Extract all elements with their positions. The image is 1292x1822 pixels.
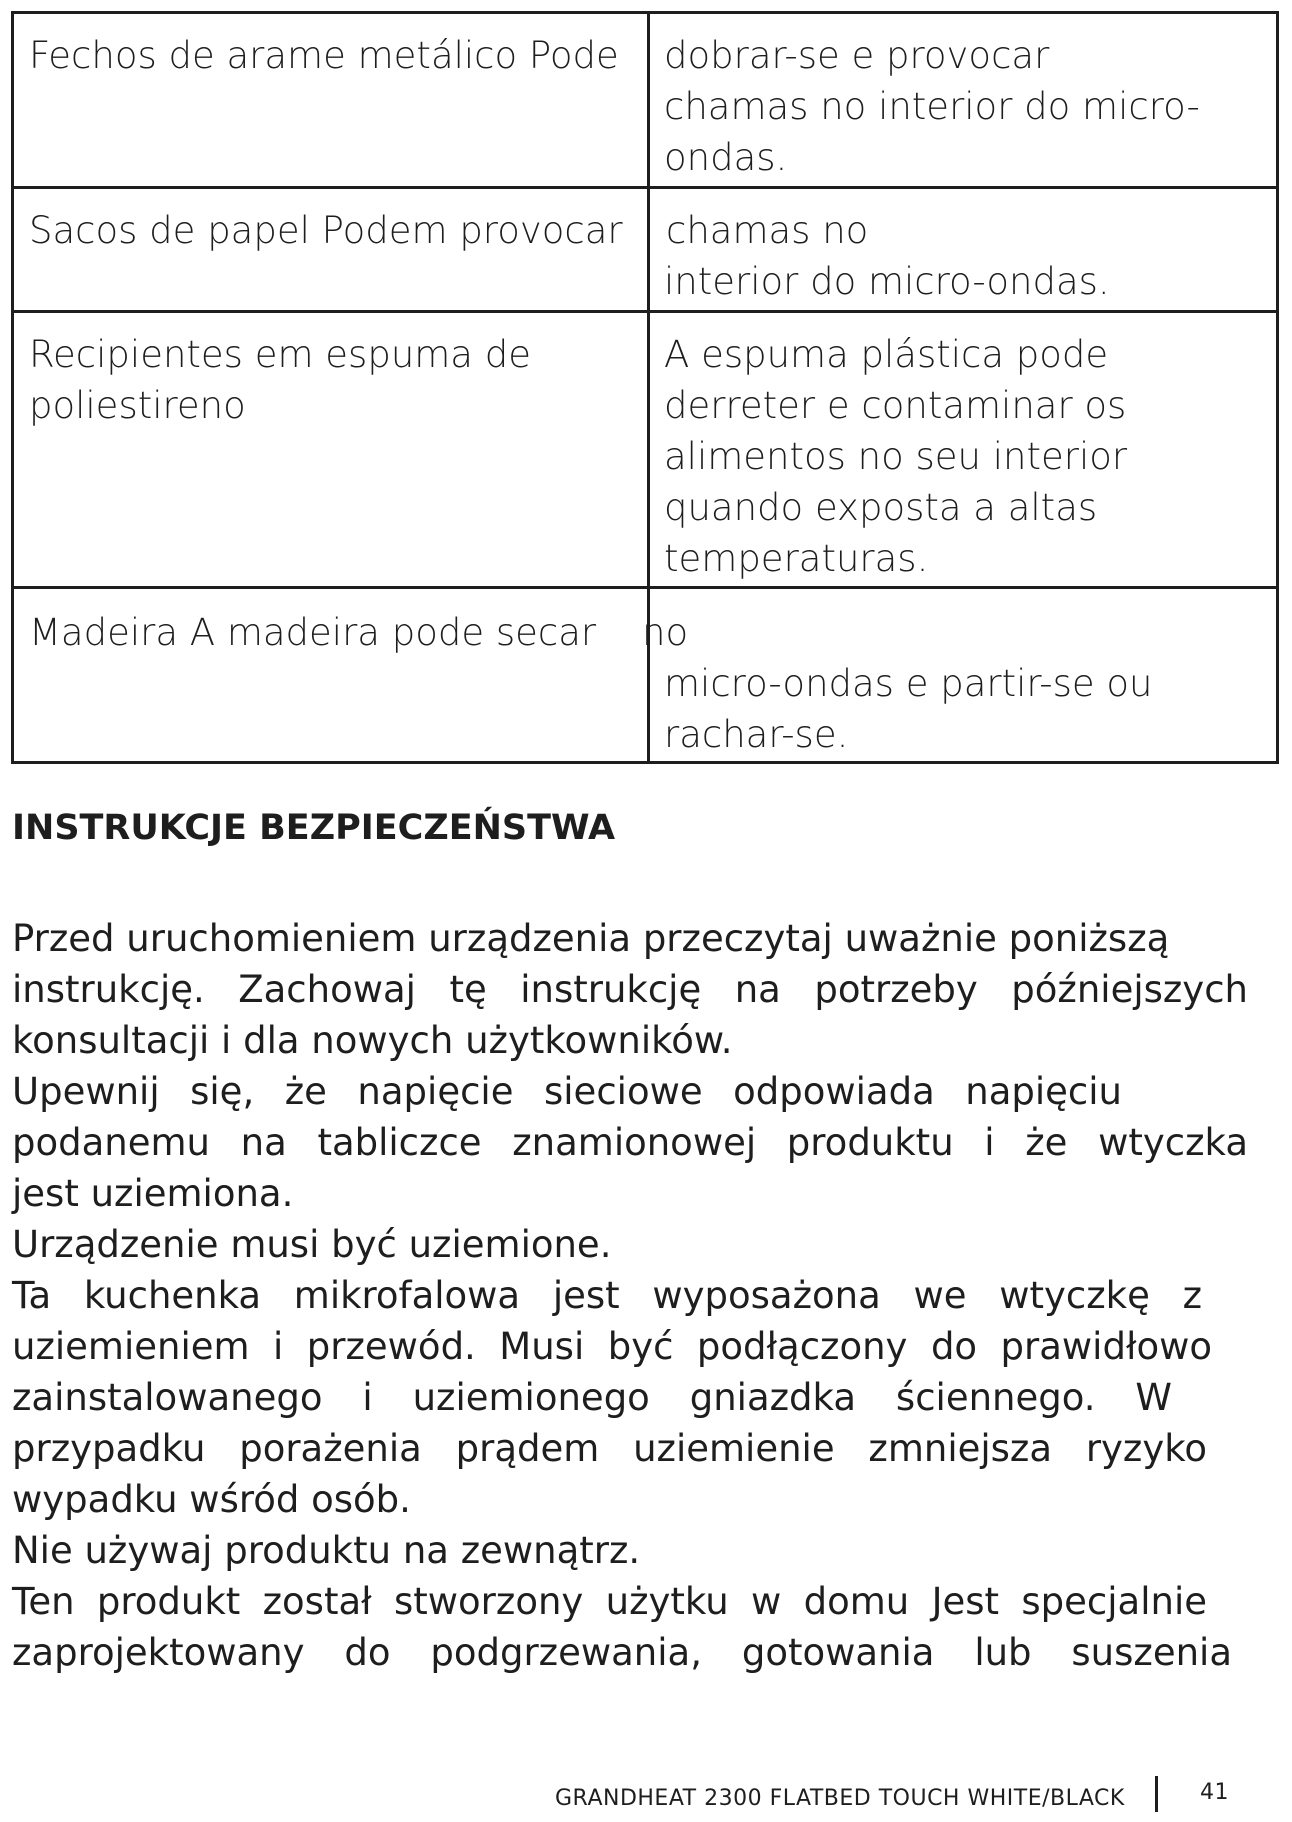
table-cell-material: Madeira A madeira pode secar [29,611,597,654]
text-line: uziemieniem i przewód. Musi być podłączony do prawidłowo [12,1325,1212,1368]
text-line: Urządzenie musi być uziemione. [12,1223,612,1266]
text-line: wypadku wśród osób. [12,1478,411,1521]
table-cell-description: dobrar-se e provocar [664,34,1050,77]
table-cell-description: interior do micro-ondas. [664,260,1110,303]
materials-table [11,11,1279,764]
safety-instructions [12,913,1248,1678]
table-cell-description: chamas no interior do micro- [664,85,1200,128]
row-divider [14,310,1276,313]
table-cell-material: Fechos de arame metálico Pode [29,34,619,77]
table-cell-description: A espuma plástica pode [664,333,1109,376]
table-cell-description: no [642,611,689,654]
text-line: przypadku porażenia prądem uziemienie zmniejsza ryzyko [12,1427,1207,1470]
page-number: 41 [1200,1780,1229,1805]
text-line: podanemu na tabliczce znamionowej produktu i że wtyczka [12,1121,1248,1164]
row-divider [14,186,1276,189]
table-cell-description: chamas no [666,209,869,252]
table-cell-description: rachar-se. [664,713,849,756]
section-heading: INSTRUKCJE BEZPIECZEŃSTWA [12,808,616,848]
table-cell-description: temperaturas. [664,537,929,580]
table-cell-material: poliestireno [29,384,246,427]
text-line: Przed uruchomieniem urządzenia przeczytaj uważnie poniższą [12,917,1170,960]
text-line: jest uziemiona. [12,1172,294,1215]
text-line: konsultacji i dla nowych użytkowników. [12,1019,733,1062]
table-cell-material: Sacos de papel Podem provocar [29,209,623,252]
text-line: Nie używaj produktu na zewnątrz. [12,1529,641,1572]
table-cell-description: alimentos no seu interior [664,435,1128,478]
text-line: zainstalowanego i uziemionego gniazdka ściennego. W [12,1376,1172,1419]
table-cell-material: Recipientes em espuma de [29,333,531,376]
row-divider [14,586,1276,589]
text-line: Upewnij się, że napięcie sieciowe odpowiada napięciu [12,1070,1122,1113]
table-cell-description: quando exposta a altas [664,486,1098,529]
footer-model-name: GRANDHEAT 2300 FLATBED TOUCH WHITE/BLACK [555,1786,1125,1811]
text-line: instrukcję. Zachowaj tę instrukcję na potrzeby późniejszych [12,968,1248,1011]
table-cell-description: ondas. [664,136,788,179]
text-line: zaprojektowany do podgrzewania, gotowania lub suszenia [12,1631,1232,1674]
table-cell-description: micro-ondas e partir-se ou [664,662,1153,705]
footer-separator [1155,1776,1158,1812]
text-line: Ta kuchenka mikrofalowa jest wyposażona we wtyczkę z [12,1274,1202,1317]
table-cell-description: derreter e contaminar os [664,384,1127,427]
text-line: Ten produkt został stworzony użytku w domu Jest specjalnie [12,1580,1207,1623]
